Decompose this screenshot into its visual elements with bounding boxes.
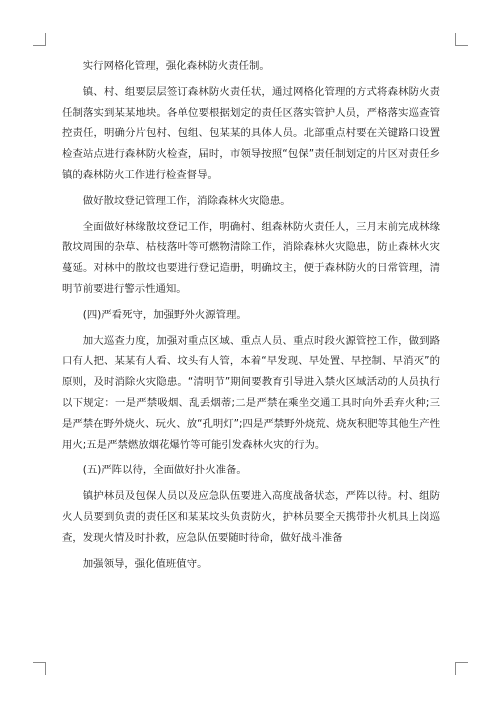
heading-leadership: 加强领导，强化值班值守。 [82, 557, 208, 570]
crop-mark-top-left [33, 33, 46, 46]
paragraph-fire-source: 加大巡查力度，加强对重点区域、重点人员、重点时段火源管控工作，做到路口有人把、某某有人看、坟头有人管，本着“早发现、早处置、早控制、早消灭”的原则，及时消除火灾隐患。“清明节”期间要教育引导进入禁火区域活动的人员执行以下规定：一是严禁吸烟、乱丢烟蒂;二是严禁在乘坐交通工具时向外丢弃火种;三是严禁在野外烧火、玩火、放“孔明灯”;四是严禁野外烧荒、烧灰积肥等其他生产性用火;五是严禁燃放烟花爆竹等可能引发森林火灾的行为。 [62, 334, 440, 451]
paragraph-readiness: 镇护林员及包保人员以及应急队伍要进入高度战备状态，严阵以待。村、组防火人员要到负责的责任区和某某坟头负责防火，护林员要全天携带扑火机具上岗巡查，发现火情及时扑救，应急队伍要随时待命，做好战斗准备 [62, 490, 440, 544]
crop-mark-top-right [455, 33, 468, 46]
heading-fire-source: (四)严看死守，加强野外火源管理。 [82, 308, 247, 321]
document-body [62, 56, 440, 579]
heading-grid-management: 实行网格化管理，强化森林防火责任制。 [82, 60, 270, 72]
paragraph-responsibility: 镇、村、组要层层签订森林防火责任状，通过网格化管理的方式将森林防火责任制落实到某某地块。各单位要根据划定的责任区落实管护人员，严格落实巡查管控责任，明确分片包村、包组、包某某的具体人员。北部重点村要在关键路口设置检查站点进行森林防火检查，届时，市领导按照“包保”责任制划定的片区对责任乡镇的森林防火工作进行检查督导。 [62, 85, 440, 181]
crop-mark-bottom-left [33, 662, 46, 675]
heading-grave-registration: 做好散坟登记管理工作，消除森林火灾隐患。 [82, 194, 291, 207]
crop-mark-bottom-right [455, 662, 468, 675]
heading-readiness: (五)严阵以待，全面做好扑火准备。 [82, 464, 247, 477]
paragraph-grave-registration: 全面做好林缘散坟登记工作，明确村、组森林防火责任人，三月末前完成林缘散坟周围的杂草、枯枝落叶等可燃物清除工作，消除森林火灾隐患，防止森林火灾蔓延。对林中的散坟也要进行登记造册，明确坟主，便于森林防火的日常管理，清明节前要进行警示性通知。 [62, 220, 440, 295]
